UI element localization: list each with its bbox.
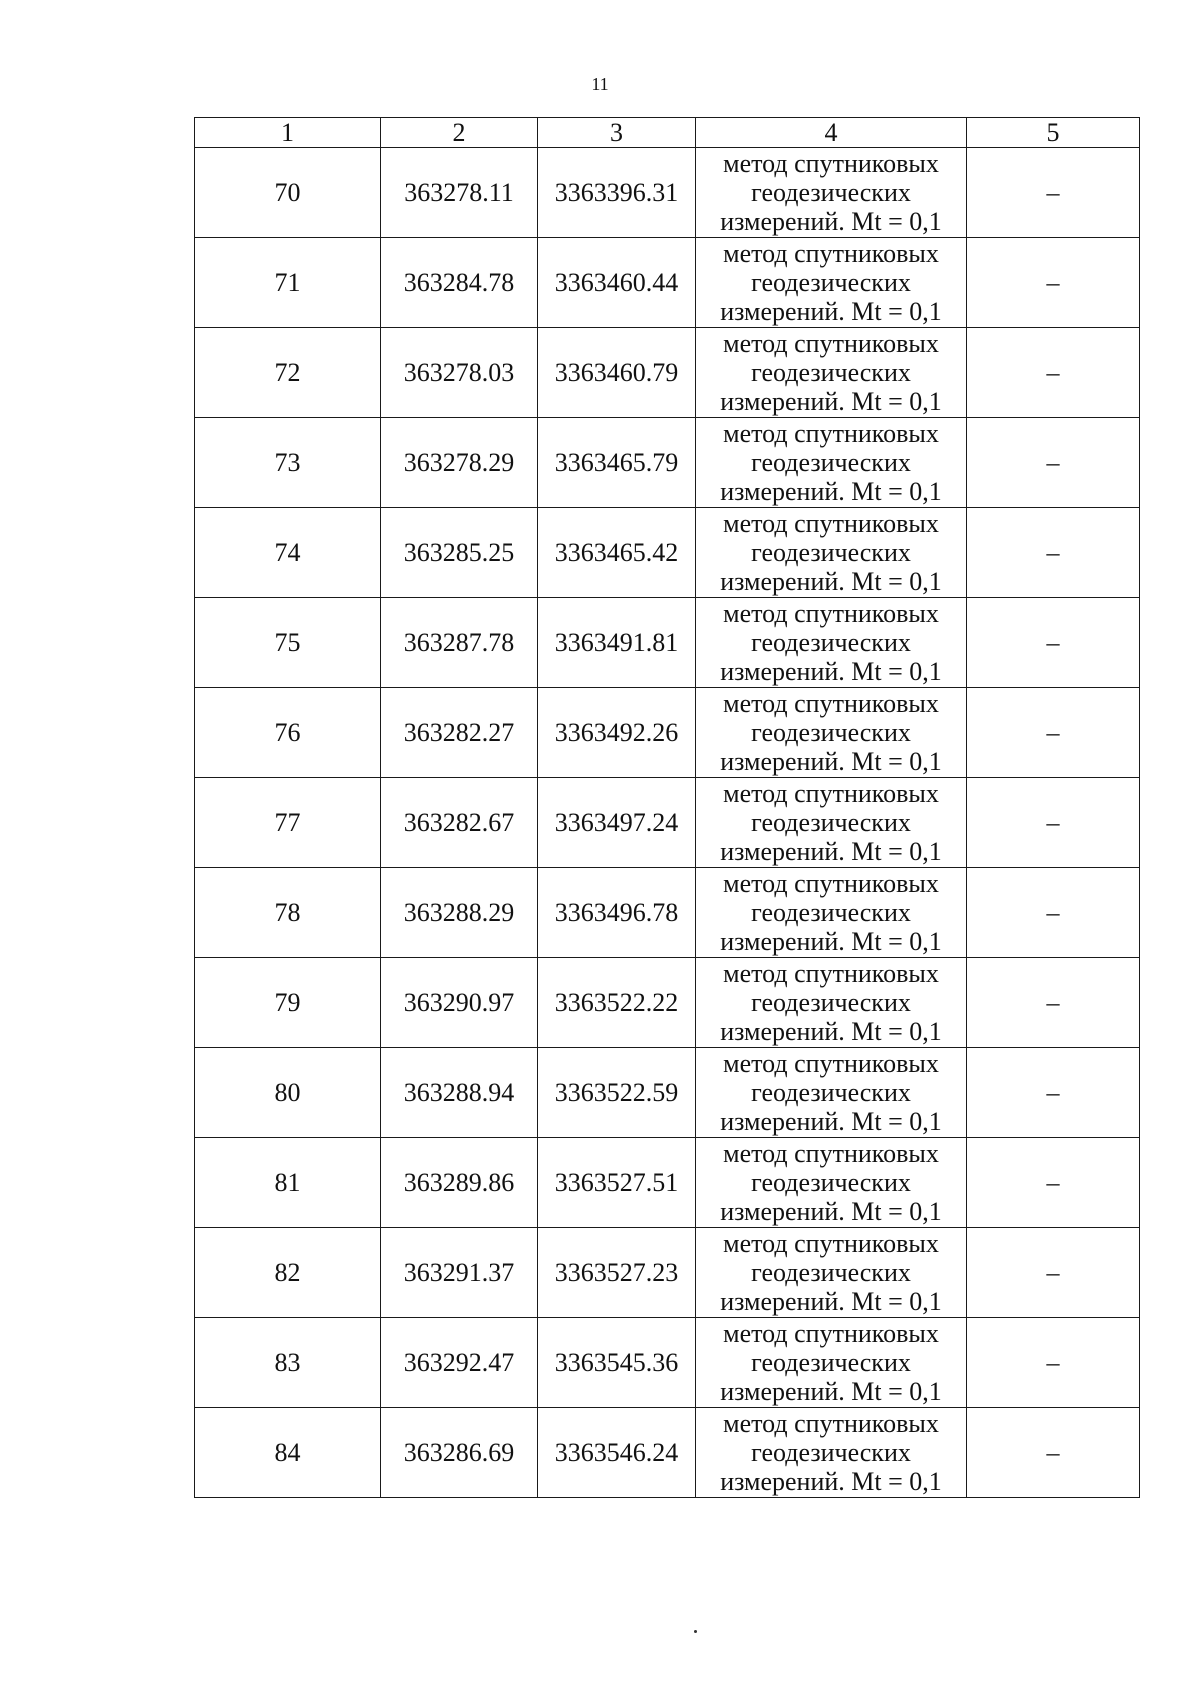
x-coordinate-cell: 363289.86 (381, 1138, 538, 1228)
method-line: измерений. Mt = 0,1 (720, 1287, 942, 1316)
method-line: измерений. Mt = 0,1 (720, 297, 942, 326)
method-line: метод спутниковых (723, 869, 939, 898)
method-line: измерений. Mt = 0,1 (720, 207, 942, 236)
method-line: измерений. Mt = 0,1 (720, 747, 942, 776)
method-cell (696, 778, 967, 868)
point-number-cell: 76 (195, 688, 381, 778)
x-coordinate-cell: 363288.29 (381, 868, 538, 958)
method-line: геодезических (751, 808, 911, 837)
x-coordinate-cell: 363288.94 (381, 1048, 538, 1138)
table-row (195, 778, 1140, 868)
y-coordinate-cell: 3363491.81 (538, 598, 696, 688)
method-line: измерений. Mt = 0,1 (720, 1017, 942, 1046)
method-line: метод спутниковых (723, 329, 939, 358)
table-row (195, 598, 1140, 688)
column-header-2: 2 (381, 118, 538, 148)
method-line: геодезических (751, 358, 911, 387)
method-cell (696, 598, 967, 688)
y-coordinate-cell: 3363460.44 (538, 238, 696, 328)
x-coordinate-cell: 363292.47 (381, 1318, 538, 1408)
y-coordinate-cell: 3363492.26 (538, 688, 696, 778)
y-coordinate-cell: 3363497.24 (538, 778, 696, 868)
method-line: метод спутниковых (723, 239, 939, 268)
y-coordinate-cell: 3363522.59 (538, 1048, 696, 1138)
method-line: метод спутниковых (723, 959, 939, 988)
table-header-row (195, 118, 1140, 148)
method-line: геодезических (751, 1438, 911, 1467)
column-5-cell: – (967, 868, 1140, 958)
method-line: геодезических (751, 268, 911, 297)
method-cell (696, 418, 967, 508)
scan-speck (694, 1630, 697, 1633)
x-coordinate-cell: 363286.69 (381, 1408, 538, 1498)
y-coordinate-cell: 3363527.51 (538, 1138, 696, 1228)
point-number-cell: 71 (195, 238, 381, 328)
point-number-cell: 74 (195, 508, 381, 598)
y-coordinate-cell: 3363460.79 (538, 328, 696, 418)
x-coordinate-cell: 363278.29 (381, 418, 538, 508)
method-cell (696, 1228, 967, 1318)
method-cell (696, 1318, 967, 1408)
method-line: геодезических (751, 1078, 911, 1107)
column-5-cell: – (967, 418, 1140, 508)
point-number-cell: 80 (195, 1048, 381, 1138)
method-cell (696, 508, 967, 598)
point-number-cell: 78 (195, 868, 381, 958)
method-line: геодезических (751, 988, 911, 1017)
method-line: измерений. Mt = 0,1 (720, 1467, 942, 1496)
point-number-cell: 75 (195, 598, 381, 688)
column-header-1: 1 (195, 118, 381, 148)
column-5-cell: – (967, 1228, 1140, 1318)
method-line: метод спутниковых (723, 1049, 939, 1078)
x-coordinate-cell: 363290.97 (381, 958, 538, 1048)
column-5-cell: – (967, 508, 1140, 598)
point-number-cell: 70 (195, 148, 381, 238)
table-row (195, 418, 1140, 508)
method-line: измерений. Mt = 0,1 (720, 1377, 942, 1406)
method-line: измерений. Mt = 0,1 (720, 657, 942, 686)
point-number-cell: 83 (195, 1318, 381, 1408)
column-5-cell: – (967, 238, 1140, 328)
method-line: геодезических (751, 448, 911, 477)
table-row (195, 1138, 1140, 1228)
column-5-cell: – (967, 598, 1140, 688)
method-cell (696, 1048, 967, 1138)
column-header-5: 5 (967, 118, 1140, 148)
method-cell (696, 238, 967, 328)
point-number-cell: 77 (195, 778, 381, 868)
table-row (195, 1408, 1140, 1498)
x-coordinate-cell: 363284.78 (381, 238, 538, 328)
table-row (195, 868, 1140, 958)
method-line: метод спутниковых (723, 1229, 939, 1258)
method-line: геодезических (751, 628, 911, 657)
x-coordinate-cell: 363285.25 (381, 508, 538, 598)
column-5-cell: – (967, 328, 1140, 418)
y-coordinate-cell: 3363396.31 (538, 148, 696, 238)
column-5-cell: – (967, 1138, 1140, 1228)
method-line: метод спутниковых (723, 149, 939, 178)
x-coordinate-cell: 363278.03 (381, 328, 538, 418)
method-line: измерений. Mt = 0,1 (720, 837, 942, 866)
method-line: геодезических (751, 1168, 911, 1197)
method-line: метод спутниковых (723, 599, 939, 628)
table-body (195, 118, 1140, 1498)
table-row (195, 958, 1140, 1048)
x-coordinate-cell: 363282.67 (381, 778, 538, 868)
table-row (195, 238, 1140, 328)
column-5-cell: – (967, 148, 1140, 238)
column-5-cell: – (967, 1318, 1140, 1408)
y-coordinate-cell: 3363465.42 (538, 508, 696, 598)
method-cell (696, 958, 967, 1048)
coordinates-table (194, 117, 1140, 1498)
point-number-cell: 82 (195, 1228, 381, 1318)
method-line: геодезических (751, 1258, 911, 1287)
y-coordinate-cell: 3363527.23 (538, 1228, 696, 1318)
column-header-3: 3 (538, 118, 696, 148)
method-line: измерений. Mt = 0,1 (720, 927, 942, 956)
method-line: метод спутниковых (723, 1319, 939, 1348)
x-coordinate-cell: 363287.78 (381, 598, 538, 688)
y-coordinate-cell: 3363545.36 (538, 1318, 696, 1408)
method-line: измерений. Mt = 0,1 (720, 477, 942, 506)
point-number-cell: 81 (195, 1138, 381, 1228)
table-row (195, 508, 1140, 598)
method-cell (696, 148, 967, 238)
x-coordinate-cell: 363291.37 (381, 1228, 538, 1318)
column-5-cell: – (967, 1408, 1140, 1498)
method-line: измерений. Mt = 0,1 (720, 387, 942, 416)
page-number: 11 (591, 74, 609, 94)
method-line: метод спутниковых (723, 509, 939, 538)
column-5-cell: – (967, 1048, 1140, 1138)
table-row (195, 688, 1140, 778)
x-coordinate-cell: 363282.27 (381, 688, 538, 778)
point-number-cell: 84 (195, 1408, 381, 1498)
method-line: геодезических (751, 1348, 911, 1377)
method-cell (696, 328, 967, 418)
method-cell (696, 868, 967, 958)
column-5-cell: – (967, 688, 1140, 778)
point-number-cell: 79 (195, 958, 381, 1048)
method-line: метод спутниковых (723, 779, 939, 808)
y-coordinate-cell: 3363465.79 (538, 418, 696, 508)
table-row (195, 328, 1140, 418)
method-line: геодезических (751, 718, 911, 747)
column-5-cell: – (967, 958, 1140, 1048)
method-line: измерений. Mt = 0,1 (720, 567, 942, 596)
y-coordinate-cell: 3363496.78 (538, 868, 696, 958)
column-5-cell: – (967, 778, 1140, 868)
table-row (195, 148, 1140, 238)
point-number-cell: 72 (195, 328, 381, 418)
method-line: метод спутниковых (723, 419, 939, 448)
x-coordinate-cell: 363278.11 (381, 148, 538, 238)
method-line: метод спутниковых (723, 1139, 939, 1168)
method-line: измерений. Mt = 0,1 (720, 1197, 942, 1226)
y-coordinate-cell: 3363546.24 (538, 1408, 696, 1498)
method-cell (696, 688, 967, 778)
method-cell (696, 1408, 967, 1498)
table-row (195, 1228, 1140, 1318)
table-row (195, 1318, 1140, 1408)
method-line: метод спутниковых (723, 689, 939, 718)
point-number-cell: 73 (195, 418, 381, 508)
method-line: геодезических (751, 178, 911, 207)
table-row (195, 1048, 1140, 1138)
method-line: геодезических (751, 898, 911, 927)
column-header-4: 4 (696, 118, 967, 148)
method-cell (696, 1138, 967, 1228)
method-line: геодезических (751, 538, 911, 567)
y-coordinate-cell: 3363522.22 (538, 958, 696, 1048)
method-line: метод спутниковых (723, 1409, 939, 1438)
method-line: измерений. Mt = 0,1 (720, 1107, 942, 1136)
